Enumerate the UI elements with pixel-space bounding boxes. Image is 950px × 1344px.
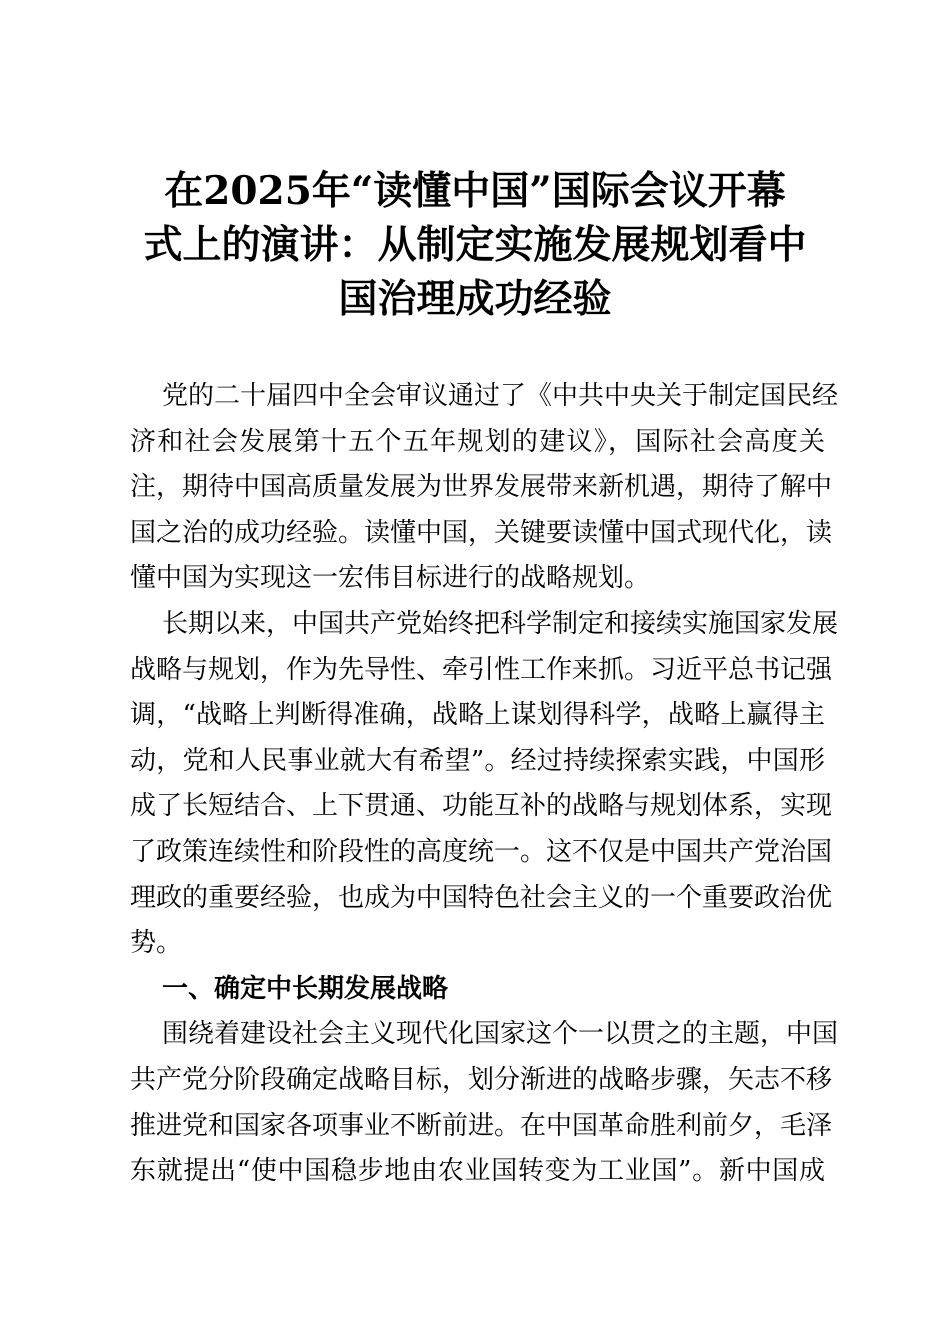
paragraph-2 [130,602,839,967]
document-title [110,164,840,326]
title-line: 国治理成功经验 [338,276,612,322]
text-line: 注，期待中国高质量发展为世界发展带来新机遇，期待了解中 [130,472,833,503]
text-line: 围绕着建设社会主义现代化国家这个一以贯之的主题，中国 [162,1019,839,1050]
text-line: 推进党和国家各项事业不断前进。在中国革命胜利前夕，毛泽 [130,1110,833,1141]
paragraph-3 [130,1012,839,1194]
title-line: 在2025年“读懂中国”国际会议开幕 [164,168,786,214]
text-line: 调，“战略上判断得准确，战略上谋划得科学，战略上赢得主 [130,700,825,731]
text-line: 党的二十届四中全会审议通过了《中共中央关于制定国民经 [162,381,839,411]
text-line: 了政策连续性和阶段性的高度统一。这不仅是中国共产党治国 [130,836,833,867]
section-heading: 一、确定中长期发展战略 [162,973,449,1004]
text-line: 动，党和人民事业就大有希望”。经过持续探索实践，中国形 [130,745,825,776]
paragraph-1 [130,374,839,602]
text-line: 理政的重要经验，也成为中国特色社会主义的一个重要政治优 [130,882,833,913]
text-line: 势。 [130,928,183,959]
text-line: 懂中国为实现这一宏伟目标进行的战略规划。 [130,563,651,594]
text-line: 国之治的成功经验。读懂中国，关键要读懂中国式现代化，读 [130,517,833,548]
text-line: 济和社会发展第十五个五年规划的建议》，国际社会高度关 [130,426,825,457]
text-line: 东就提出“使中国稳步地由农业国转变为工业国”。新中国成 [130,1156,825,1187]
document-body [130,374,839,1195]
text-line: 战略与规划，作为先导性、牵引性工作来抓。习近平总书记强 [130,654,833,685]
title-line: 式上的演讲：从制定实施发展规划看中 [143,222,807,268]
text-line: 共产党分阶段确定战略目标，划分渐进的战略步骤，矢志不移 [130,1064,833,1095]
text-line: 长期以来，中国共产党始终把科学制定和接续实施国家发展 [162,608,839,639]
text-line: 成了长短结合、上下贯通、功能互补的战略与规划体系，实现 [130,791,833,822]
